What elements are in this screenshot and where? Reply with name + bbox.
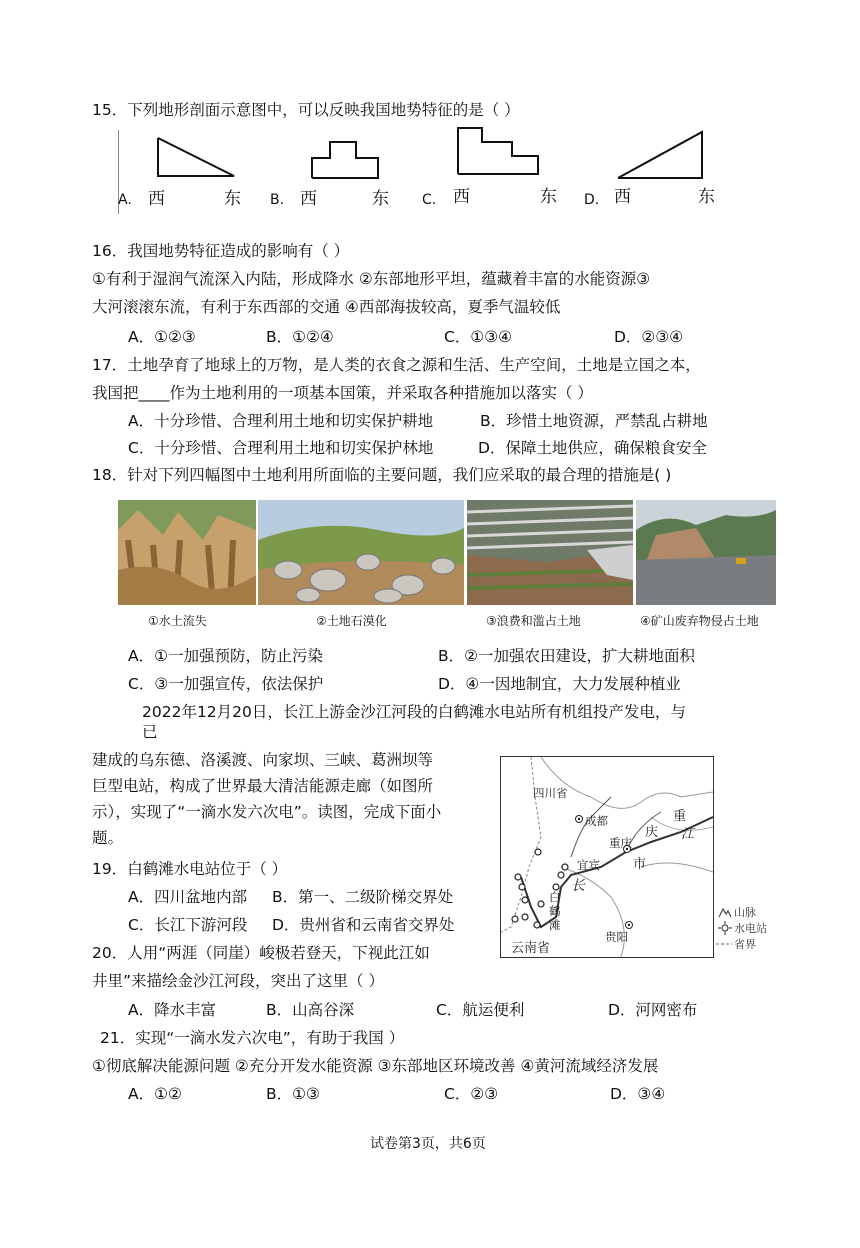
- q17-option-b[interactable]: B．珍惜土地资源，严禁乱占耕地: [480, 412, 708, 430]
- rocky-desertification-photo: [258, 500, 464, 605]
- passage-line1b: 已: [142, 723, 158, 741]
- map-label-chengdu: 成都: [585, 814, 608, 828]
- q15-a-west: 西: [148, 189, 165, 209]
- map-label-yunnan: 云南省: [511, 941, 551, 956]
- q15-b-east: 东: [372, 189, 389, 209]
- q21-option-a[interactable]: A．①②: [128, 1085, 182, 1103]
- map-label-guiyang: 贵阳: [605, 930, 628, 944]
- q16-stem: 16．我国地势特征造成的影响有（ ）: [92, 242, 350, 260]
- hydropower-map: [500, 756, 714, 958]
- map-label-chongqing-city: 重庆: [609, 836, 632, 850]
- passage-line3: 巨型电站，构成了世界最大清洁能源走廊（如图所: [92, 777, 434, 795]
- map-label-yibin: 宜宾: [577, 858, 600, 872]
- q17-option-d[interactable]: D．保障土地供应，确保粮食安全: [478, 439, 707, 457]
- mountain-legend-icon: [718, 906, 732, 918]
- q18-option-a[interactable]: A．①一加强预防，防止污染: [128, 647, 323, 665]
- profile-b-icon: [310, 140, 384, 180]
- map-label-chong: 重: [673, 809, 687, 824]
- q20-line2: 井里”来描绘金沙江河段，突出了这里（ ）: [92, 972, 384, 990]
- map-label-chang: 长: [571, 878, 585, 894]
- legend-border: 省界: [734, 938, 756, 951]
- q15-c-east: 东: [540, 187, 557, 207]
- q20-option-d[interactable]: D．河网密布: [608, 1001, 698, 1019]
- legend-mountain: 山脉: [734, 906, 756, 919]
- q15-b-west: 西: [300, 189, 317, 209]
- q15-option-a-letter[interactable]: A.: [118, 192, 132, 208]
- soil-erosion-photo: [118, 500, 256, 605]
- map-label-tan: 滩: [549, 918, 561, 932]
- passage-line4: 示），实现了“一滴水发六次电”。读图，完成下面小: [92, 803, 442, 821]
- passage-line2: 建成的乌东德、洛溪渡、向家坝、三峡、葛洲坝等: [92, 751, 434, 769]
- photo-caption-4: ④矿山废弃物侵占土地: [640, 614, 759, 628]
- passage-line1: 2022年12月20日，长江上游金沙江河段的白鹤滩水电站所有机组投产发电，与: [142, 703, 686, 721]
- q18-stem: 18．针对下列四幅图中土地利用所面临的主要问题，我们应采取的最合理的措施是( ): [92, 466, 672, 484]
- map-label-sichuan: 四川省: [533, 786, 568, 800]
- province-border-icon: [716, 941, 732, 947]
- q20-option-b[interactable]: B．山高谷深: [266, 1001, 355, 1019]
- q16-line1: ①有利于湿润气流深入内陆，形成降水 ②东部地形平坦，蕴藏着丰富的水能资源③: [92, 270, 651, 288]
- q15-option-b-letter[interactable]: B.: [270, 192, 285, 208]
- q15-option-d-letter[interactable]: D.: [584, 192, 600, 208]
- mine-waste-photo: [636, 500, 776, 605]
- map-label-bai: 白: [549, 890, 561, 904]
- q16-option-b[interactable]: B．①②④: [266, 328, 334, 346]
- q15-stem: 15．下列地形剖面示意图中，可以反映我国地势特征的是（ ）: [92, 101, 520, 119]
- q15-d-west: 西: [614, 187, 631, 207]
- q20-line1: 20．人用“两涯（同崖）峻极若登天，下视此江如: [92, 944, 430, 962]
- q17-option-a[interactable]: A．十分珍惜、合理利用土地和切实保护耕地: [128, 412, 434, 430]
- profile-d-icon: [616, 130, 706, 180]
- q15-a-east: 东: [224, 189, 241, 209]
- q19-option-d[interactable]: D．贵州省和云南省交界处: [272, 916, 455, 934]
- land-waste-photo: [467, 500, 633, 605]
- map-label-shi: 市: [633, 857, 647, 872]
- q17-line2: 我国把____作为土地利用的一项基本国策，并采取各种措施加以落实（ ）: [92, 384, 593, 402]
- q18-option-d[interactable]: D．④一因地制宜，大力发展种植业: [438, 675, 681, 693]
- q21-option-c[interactable]: C．②③: [444, 1085, 499, 1103]
- map-label-he: 鹤: [549, 904, 561, 918]
- q16-option-c[interactable]: C．①③④: [444, 328, 513, 346]
- q19-option-b[interactable]: B．第一、二级阶梯交界处: [272, 888, 454, 906]
- q15-c-west: 西: [453, 187, 470, 207]
- q20-option-c[interactable]: C．航运便利: [436, 1001, 525, 1019]
- hydropower-station-icon: [718, 921, 732, 935]
- legend-station: 水电站: [734, 922, 767, 935]
- profile-c-icon: [456, 126, 542, 176]
- q15-option-c-letter[interactable]: C.: [422, 192, 437, 208]
- map-label-qing: 庆: [645, 825, 659, 840]
- q19-option-c[interactable]: C．长江下游河段: [128, 916, 248, 934]
- q19-option-a[interactable]: A．四川盆地内部: [128, 888, 248, 906]
- q21-stem: 21．实现“一滴水发六次电”，有助于我国 ）: [100, 1029, 405, 1047]
- q16-line2: 大河滚滚东流，有利于东西部的交通 ④西部海拔较高，夏季气温较低: [92, 298, 561, 316]
- q16-option-d[interactable]: D．②③④: [614, 328, 684, 346]
- q18-option-b[interactable]: B．②一加强农田建设，扩大耕地面积: [438, 647, 696, 665]
- q21-items: ①彻底解决能源问题 ②充分开发水能资源 ③东部地区环境改善 ④黄河流域经济发展: [92, 1057, 659, 1075]
- q19-stem: 19．白鹤滩水电站位于（ ）: [92, 860, 288, 878]
- page-footer: 试卷第3页，共6页: [370, 1136, 486, 1152]
- photo-caption-2: ②土地石漠化: [316, 614, 387, 628]
- q16-option-a[interactable]: A．①②③: [128, 328, 196, 346]
- q15-d-east: 东: [698, 187, 715, 207]
- q21-option-d[interactable]: D．③④: [610, 1085, 666, 1103]
- q20-option-a[interactable]: A．降水丰富: [128, 1001, 217, 1019]
- map-label-jiang: 江: [681, 827, 695, 842]
- q15-figure: [110, 126, 750, 216]
- photo-caption-1: ①水土流失: [148, 614, 207, 628]
- q21-option-b[interactable]: B．①③: [266, 1085, 320, 1103]
- passage-line5: 题。: [92, 829, 124, 847]
- photo-caption-3: ③浪费和滥占土地: [486, 614, 581, 628]
- q17-line1: 17．土地孕育了地球上的万物，是人类的衣食之源和生活、生产空间，土地是立国之本，: [92, 356, 701, 374]
- q17-option-c[interactable]: C．十分珍惜、合理利用土地和切实保护林地: [128, 439, 434, 457]
- q18-option-c[interactable]: C．③一加强宣传，依法保护: [128, 675, 324, 693]
- profile-a-icon: [156, 136, 238, 178]
